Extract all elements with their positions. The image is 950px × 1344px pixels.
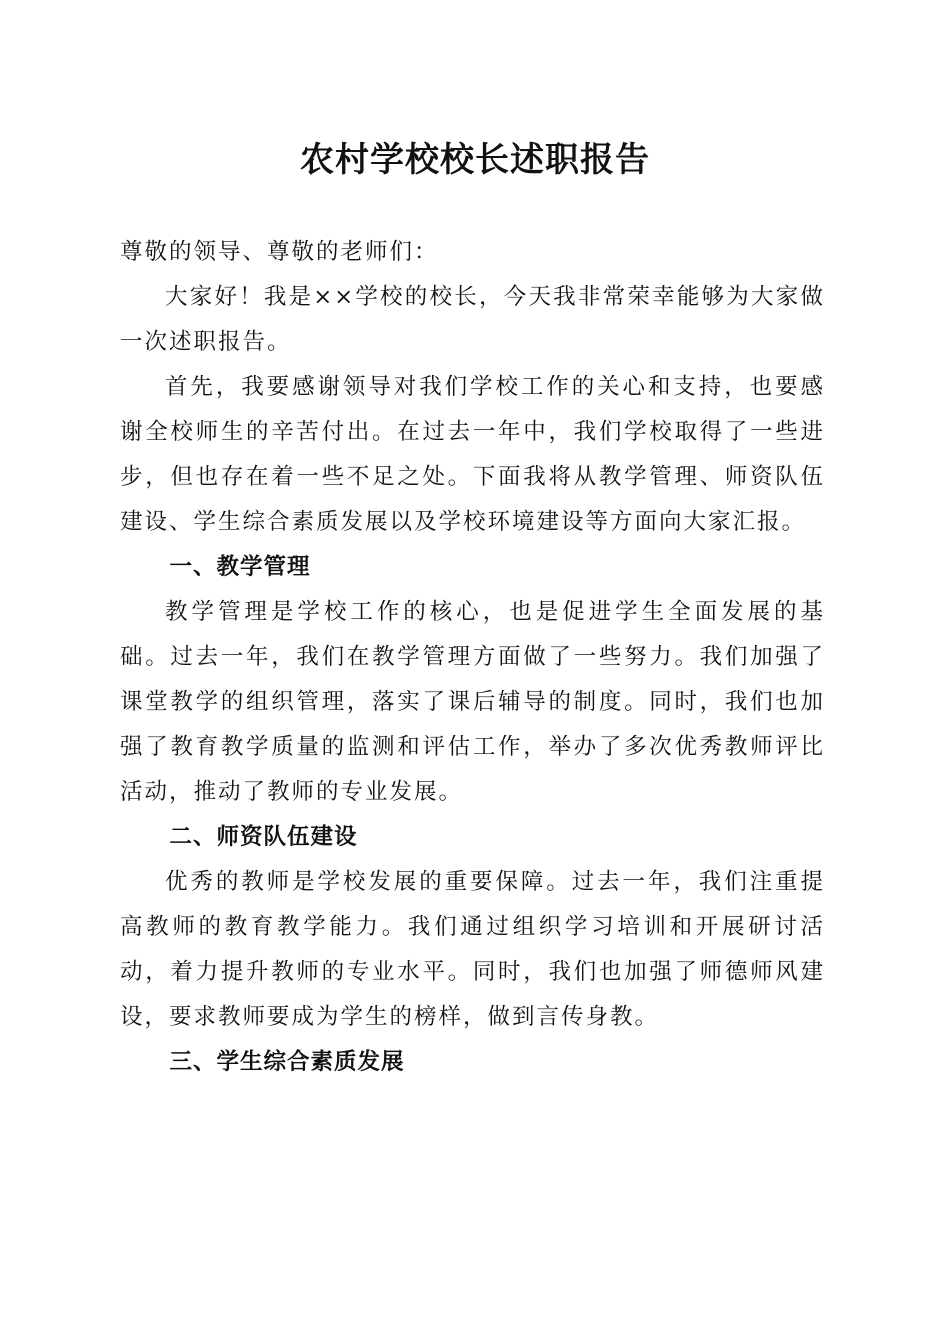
section-heading-staff: 二、师资队伍建设 xyxy=(169,824,358,850)
document-title: 农村学校校长述职报告 xyxy=(300,140,650,180)
paragraph-teaching: 教学管理是学校工作的核心，也是促进学生全面发展的基础。过去一年，我们在教学管理方面做了一些努力。我们加强了课堂教学的组织管理，落实了课后辅导的制度。同时，我们也加强了教育教学质量的监测和评估工作，举办了多次优秀教师评比活动，推动了教师的专业发展。 xyxy=(120,599,825,805)
salutation: 尊敬的领导、尊敬的老师们： xyxy=(120,239,439,265)
section-heading-teaching: 一、教学管理 xyxy=(169,554,311,580)
paragraph-intro: 首先，我要感谢领导对我们学校工作的关心和支持，也要感谢全校师生的辛苦付出。在过去一年中，我们学校取得了一些进步，但也存在着一些不足之处。下面我将从教学管理、师资队伍建设、学生综合素质发展以及学校环境建设等方面向大家汇报。 xyxy=(120,374,825,535)
section-heading-students: 三、学生综合素质发展 xyxy=(169,1049,405,1075)
document-body xyxy=(120,230,825,1085)
paragraph-greeting: 大家好！我是××学校的校长，今天我非常荣幸能够为大家做一次述职报告。 xyxy=(120,284,825,355)
paragraph-staff: 优秀的教师是学校发展的重要保障。过去一年，我们注重提高教师的教育教学能力。我们通过组织学习培训和开展研讨活动，着力提升教师的专业水平。同时，我们也加强了师德师风建设，要求教师要成为学生的榜样，做到言传身教。 xyxy=(120,869,825,1030)
